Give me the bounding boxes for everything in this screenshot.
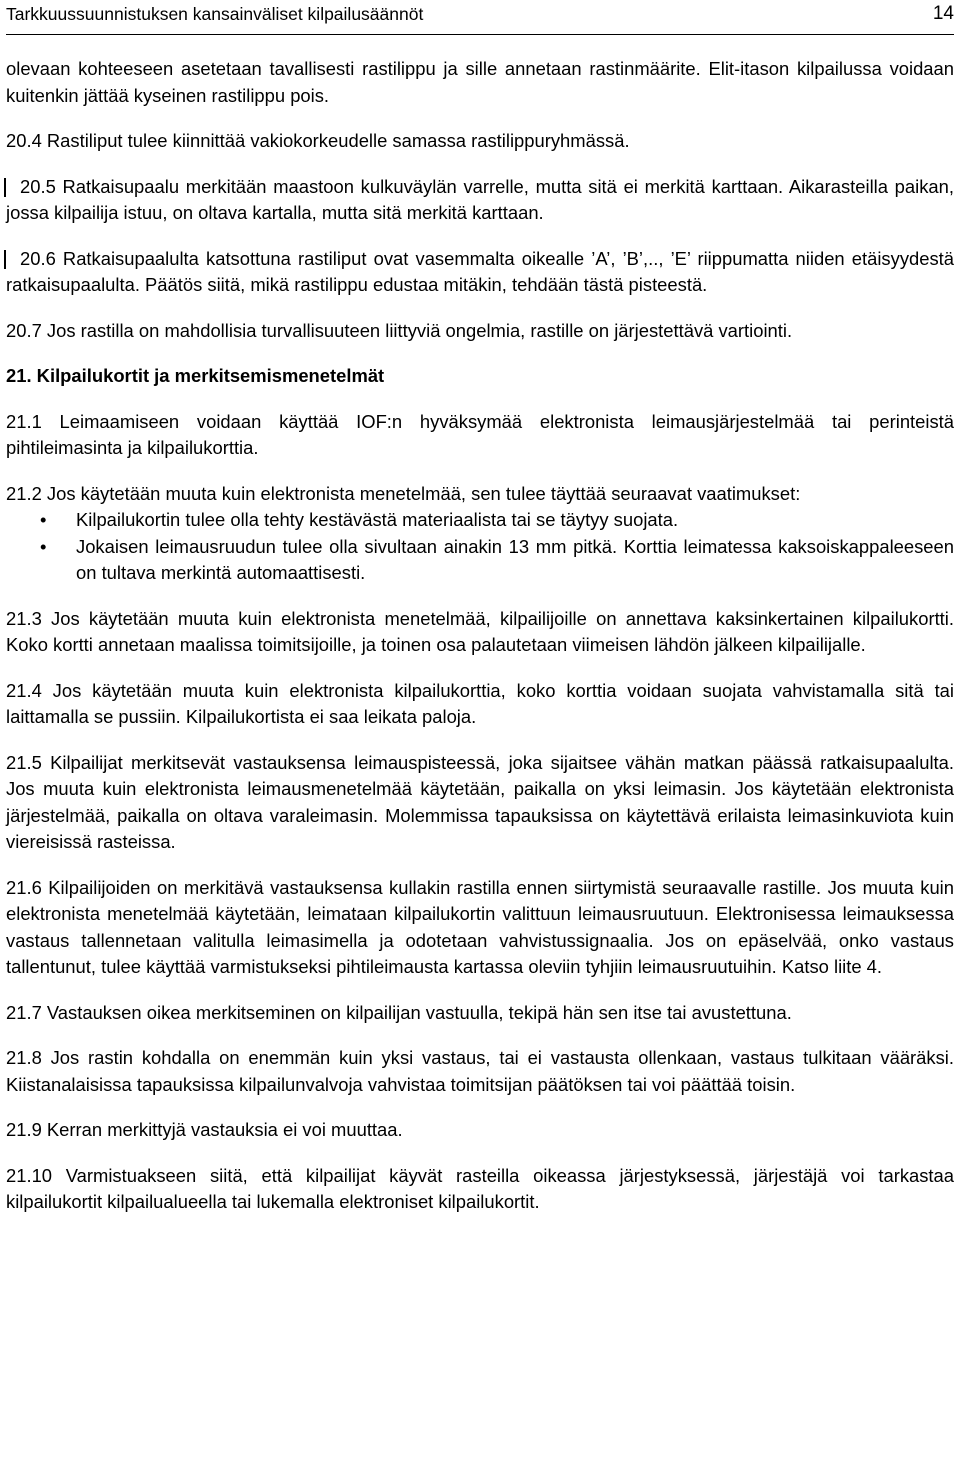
- paragraph-20-5: [6, 174, 954, 227]
- requirements-list: [6, 507, 954, 587]
- paragraph-21-5: 21.5 Kilpailijat merkitsevät vastauksensa leimauspisteessä, joka sijaitsee vähän matkan päässä ratkaisupaalulta. Jos muuta kuin elektronista leimausmenetelmää käytetään, paikalla on yksi leimasin. Jos käytetään elektronista järjestelmää, paikalla on oltava varaleimasin. Molemmissa tapauksissa on käytettävä erilaista leimasinkuviota kuin viereisissä rasteissa.: [6, 751, 954, 852]
- header-title: Tarkkuussuunnistuksen kansainväliset kilpailusäännöt: [6, 4, 424, 24]
- page-header: [6, 2, 954, 35]
- paragraph-21-8: 21.8 Jos rastin kohdalla on enemmän kuin yksi vastaus, tai ei vastausta ollenkaan, vastaus tulkitaan vääräksi. Kiistanalaisissa tapauksissa kilpailunvalvoja vahvistaa toimitsijan päätöksen tai voi päättää toisin.: [6, 1047, 954, 1095]
- page-number: 14: [932, 3, 954, 24]
- list-item: [6, 507, 954, 534]
- paragraph-21-1: 21.1 Leimaamiseen voidaan käyttää IOF:n hyväksymää elektronista leimausjärjestelmää tai perinteistä pihtileimasinta ja kilpailukorttia.: [6, 410, 954, 458]
- paragraph-21-7: 21.7 Vastauksen oikea merkitseminen on kilpailijan vastuulla, tekipä hän sen itse tai avustettuna.: [6, 1001, 792, 1023]
- paragraph-20-6-text: 20.6 Ratkaisupaalulta katsottuna rastiliput ovat vasemmalta oikealle ’A’, ’B’,.., ’E’ riippumatta niiden etäisyydestä ratkaisupaalulta. Päätös siitä, mikä rastilippu edustaa mitäkin, tehdään tästä pisteestä.: [6, 247, 954, 295]
- paragraph-20-4: 20.4 Rastiliput tulee kiinnittää vakiokorkeudelle samassa rastilippuryhmässä.: [6, 130, 630, 151]
- section-heading: 21. Kilpailukortit ja merkitsemismenetelmät: [6, 365, 385, 386]
- paragraph-20-6: [6, 246, 954, 299]
- paragraph-21-9: 21.9 Kerran merkittyjä vastauksia ei voi muuttaa.: [6, 1119, 403, 1140]
- paragraph-21-6: 21.6 Kilpailijoiden on merkitävä vastauksensa kullakin rastilla ennen siirtymistä seuraavalle rastille. Jos muuta kuin elektronista menetelmää käytetään, leimataan kilpailukortin valittuun leimausruutuun. Elektronisessa leimauksessa vastaus tallennetaan valitulla leimasimella ja odotetaan vahvistussignaalia. Jos on epäselvää, onko vastaus tallentunut, tulee käyttää varmistukseksi pihtileimausta kartassa oleviin tyhjiin leimausruutuihin. Katso liite 4.: [6, 876, 954, 977]
- paragraph-20-5-text: 20.5 Ratkaisupaalu merkitään maastoon kulkuväylän varrelle, mutta sitä ei merkitä karttaan. Aikarasteilla paikan, jossa kilpailija istuu, on oltava kartalla, mutta sitä merkitä karttaan.: [6, 175, 954, 223]
- document-body: [6, 56, 954, 1235]
- bullet-icon: •: [40, 509, 47, 530]
- paragraph-20-7: 20.7 Jos rastilla on mahdollisia turvallisuuteen liittyviä ongelmia, rastille on järjestettävä vartiointi.: [6, 319, 793, 341]
- list-item-text: Jokaisen leimausruudun tulee olla sivultaan ainakin 13 mm pitkä. Korttia leimatessa kaksoiskappaleeseen on tultava merkintä automaattisesti.: [76, 535, 954, 583]
- paragraph-21-2: 21.2 Jos käytetään muuta kuin elektronista menetelmää, sen tulee täyttää seuraavat vaatimukset:: [6, 482, 801, 504]
- bullet-icon: •: [40, 535, 47, 557]
- paragraph-continuation: olevaan kohteeseen asetetaan tavallisesti rastilippu ja sille annetaan rastinmäärite. Elit-itason kilpailussa voidaan kuitenkin jättää kyseinen rastilippu pois.: [6, 58, 954, 106]
- paragraph-21-3: 21.3 Jos käytetään muuta kuin elektronista menetelmää, kilpailijoille on annettava kaksinkertainen kilpailukortti. Koko kortti annetaan maalissa toimitsijoille, ja toinen osa palautetaan viimeisen lähdön jälkeen kilpailijalle.: [6, 607, 954, 655]
- paragraph-21-10: 21.10 Varmistuakseen siitä, että kilpailijat käyvät rasteilla oikeassa järjestyksessä, järjestäjä voi tarkastaa kilpailukortit kilpailualueella tai lukemalla elektroniset kilpailukortit.: [6, 1164, 954, 1212]
- list-item: [6, 534, 954, 587]
- paragraph-21-4: 21.4 Jos käytetään muuta kuin elektronista kilpailukorttia, koko korttia voidaan suojata vahvistamalla sitä tai laittamalla se pussiin. Kilpailukortista ei saa leikata paloja.: [6, 679, 954, 727]
- list-item-text: Kilpailukortin tulee olla tehty kestävästä materiaalista tai se täytyy suojata.: [76, 509, 679, 530]
